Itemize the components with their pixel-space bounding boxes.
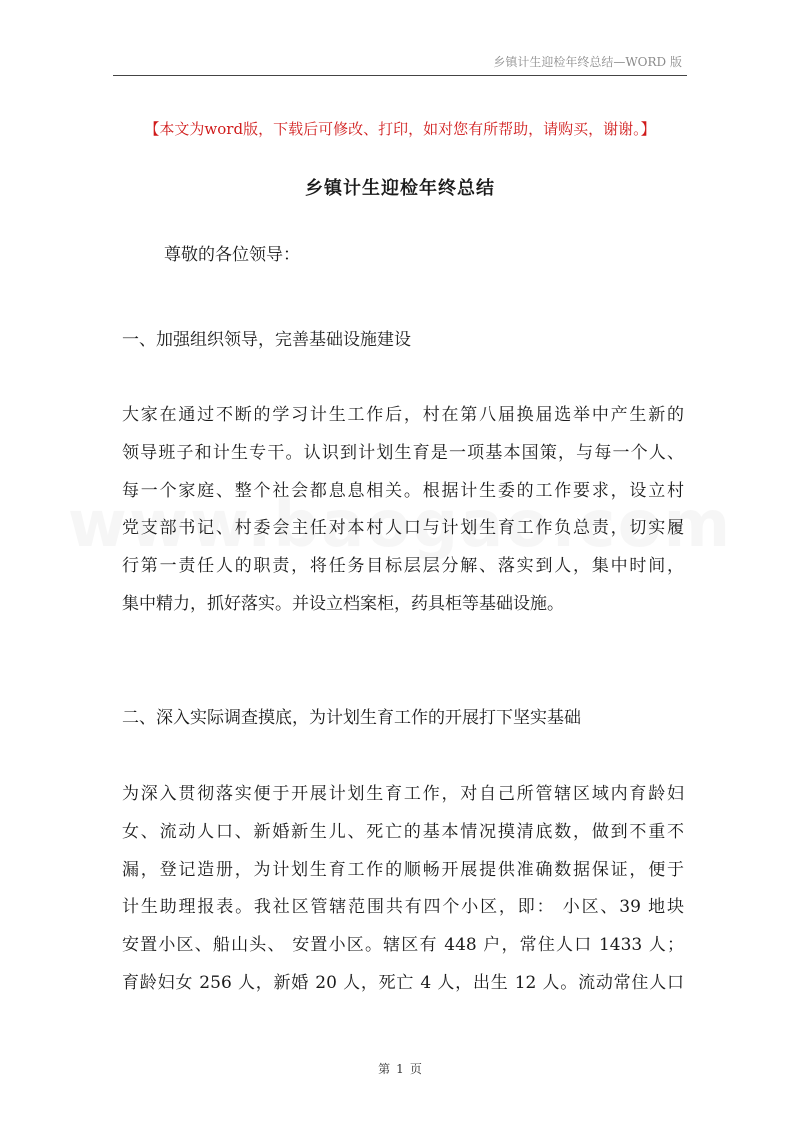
section-heading-2: 二、深入实际调查摸底，为计划生育工作的开展打下坚实基础 [122, 708, 581, 728]
paragraph-line: 育龄妇女 256 人，新婚 20 人，死亡 4 人，出生 12 人。流动常住人口 [122, 972, 684, 993]
paragraph-line: 女、流动人口、新婚新生儿、死亡的基本情况摸清底数，做到不重不 [122, 821, 684, 842]
paragraph-line: 领导班子和计生专干。认识到计划生育是一项基本国策，与每一个人、 [122, 442, 684, 463]
page-number: 1 [396, 1062, 404, 1076]
section-1-paragraph [122, 397, 684, 624]
paragraph-line: 行第一责任人的职责，将任务目标层层分解、落实到人，集中时间， [122, 556, 684, 577]
document-title: 乡镇计生迎检年终总结 [305, 178, 495, 199]
paragraph-line: 漏，登记造册，为计划生育工作的顺畅开展提供准确数据保证，便于 [122, 859, 684, 880]
footer-suffix: 页 [409, 1062, 422, 1076]
paragraph-line: 大家在通过不断的学习计生工作后，村在第八届换届选举中产生新的 [122, 405, 684, 425]
footer-prefix: 第 [378, 1062, 391, 1076]
paragraph-line: 安置小区、船山头、 安置小区。辖区有 448 户，常住人口 1433 人； [122, 935, 684, 956]
paragraph-line: 每一个家庭、整个社会都息息相关。根据计生委的工作要求，设立村 [122, 480, 684, 501]
header-divider [113, 75, 687, 76]
paragraph-line: 党支部书记、村委会主任对本村人口与计划生育工作负总责，切实履 [122, 518, 684, 539]
salutation: 尊敬的各位领导： [164, 245, 300, 265]
running-header-title: 乡镇计生迎检年终总结—WORD 版 [493, 55, 682, 69]
paragraph-line: 为深入贯彻落实便于开展计划生育工作，对自己所管辖区域内育龄妇 [122, 784, 684, 804]
download-notice: 【本文为word版，下载后可修改、打印，如对您有所帮助，请购买，谢谢。】 [144, 120, 656, 138]
section-2-paragraph [122, 776, 684, 1003]
page-footer [0, 1060, 800, 1077]
section-heading-1: 一、加强组织领导，完善基础设施建设 [122, 330, 411, 350]
paragraph-line: 计生助理报表。我社区管辖范围共有四个小区，即： 小区、39 地块 [122, 897, 684, 918]
paragraph-line: 集中精力，抓好落实。并设立档案柜，药具柜等基础设施。 [122, 593, 564, 614]
